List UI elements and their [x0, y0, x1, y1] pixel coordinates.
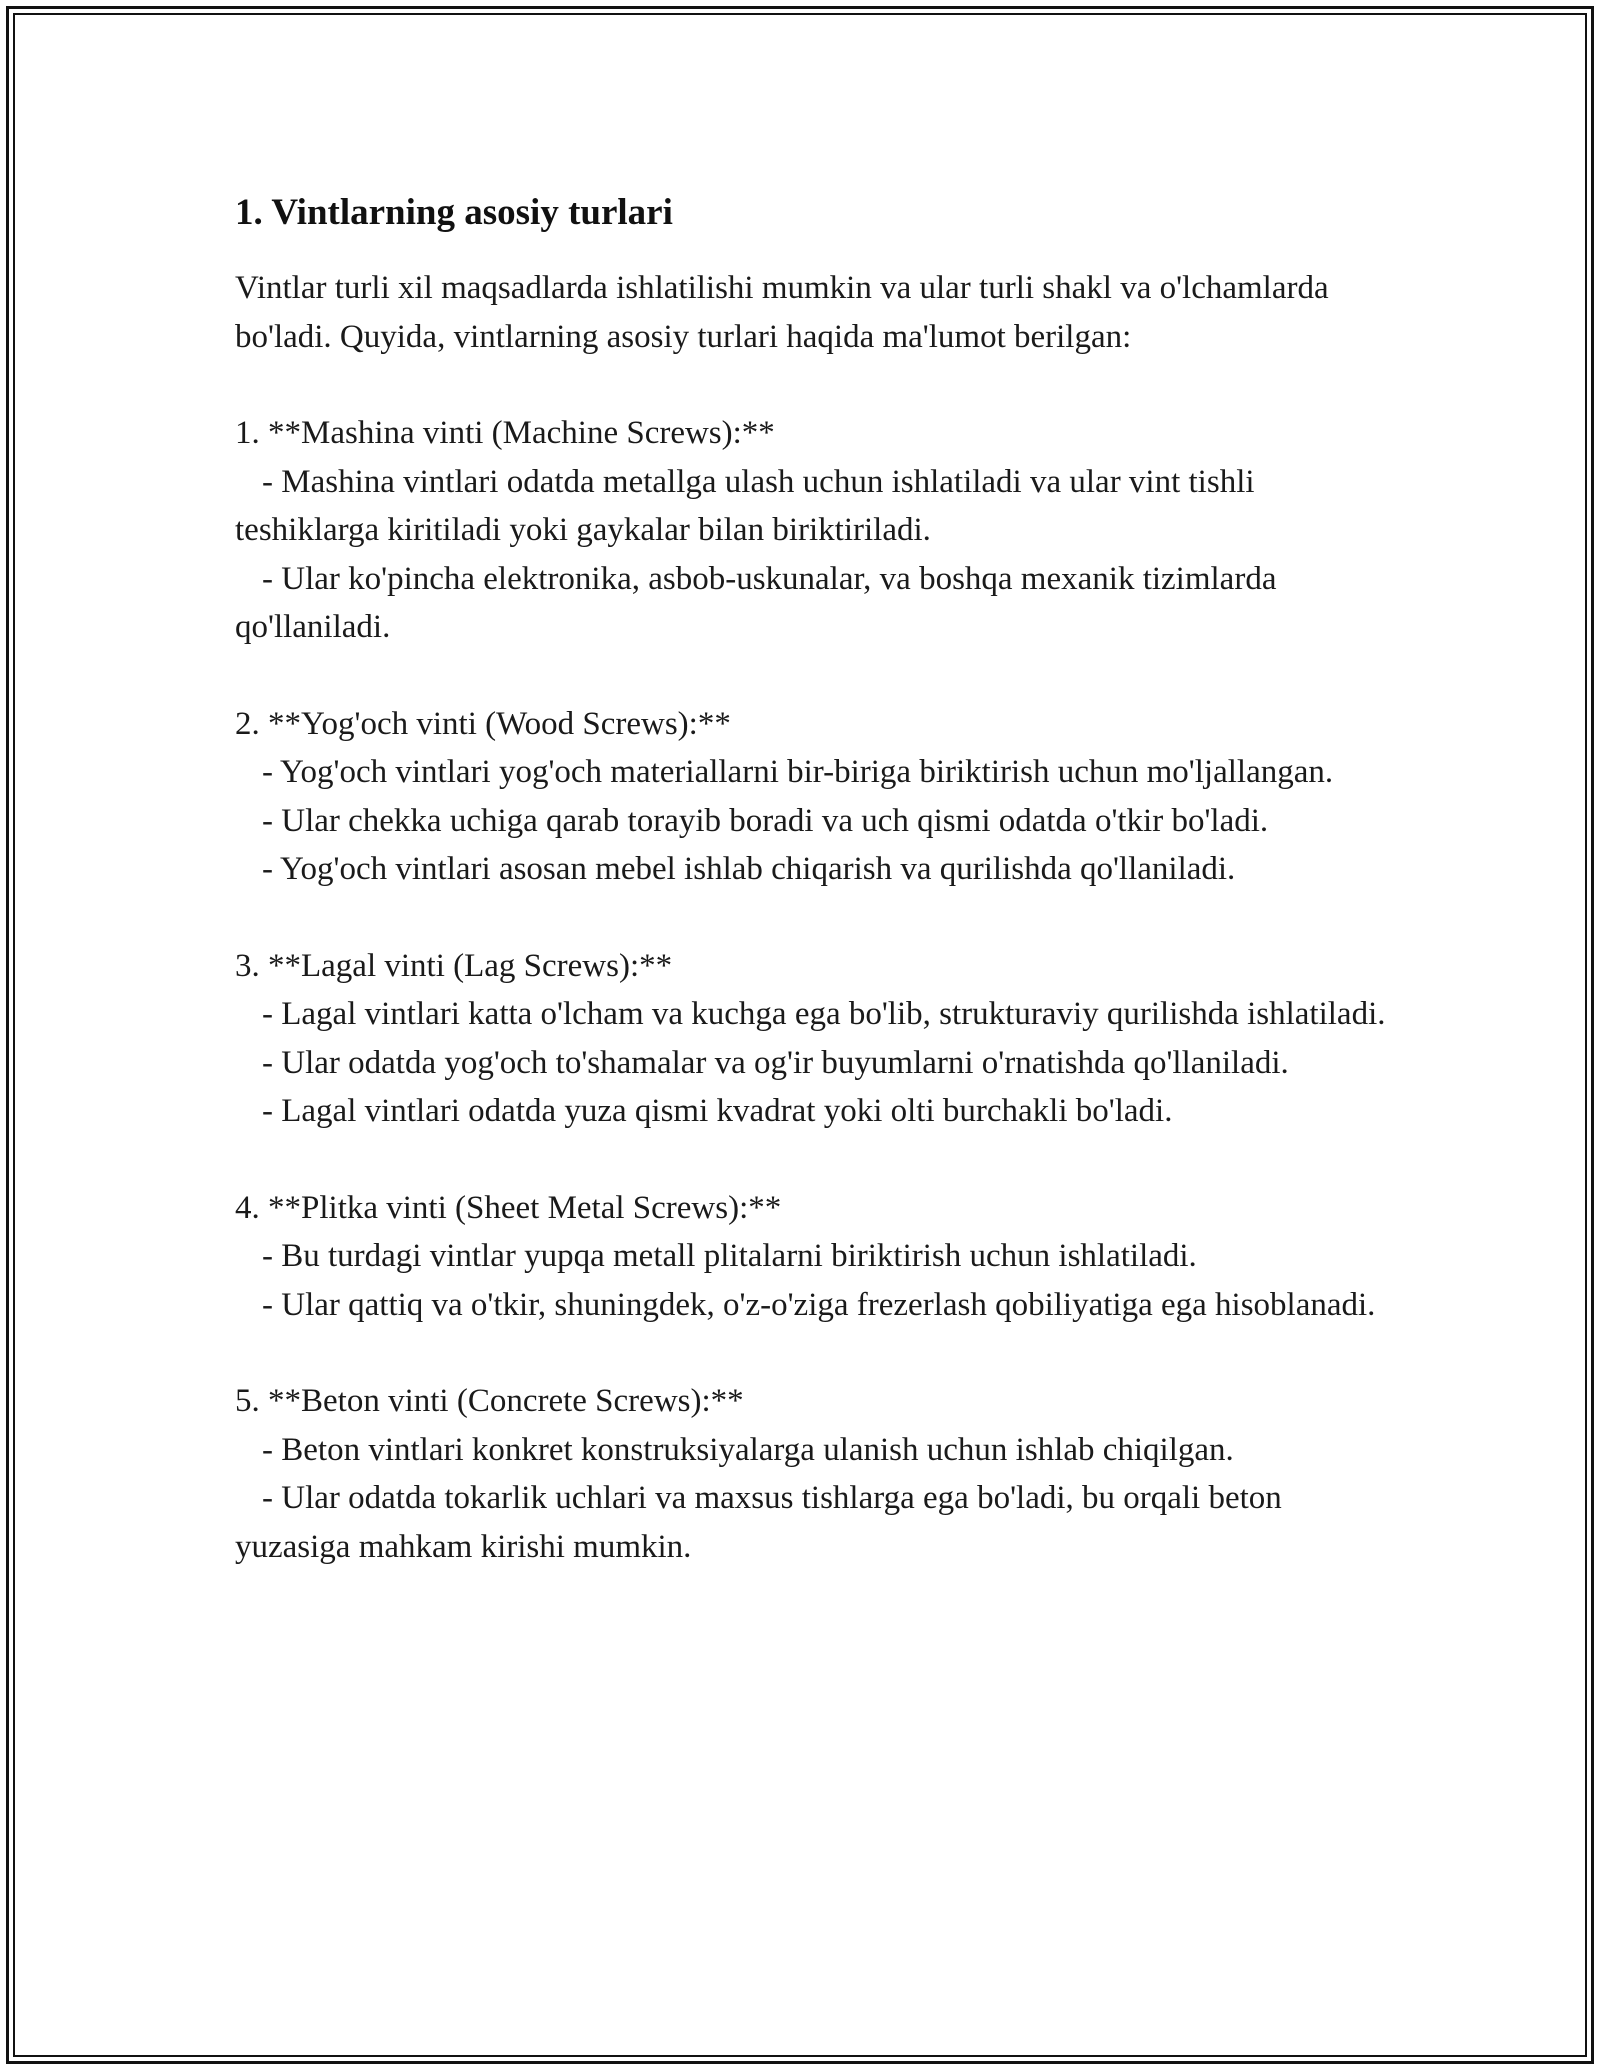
- bullet-item: - Ular odatda tokarlik uchlari va maxsus tishlarga ega bo'ladi, bu orqali beton yuzasiga mahkam kirishi mumkin.: [235, 1480, 1282, 1565]
- page-title: 1. Vintlarning asosiy turlari: [235, 192, 673, 233]
- bullet-item: - Ular odatda yog'och to'shamalar va og'ir buyumlarni o'rnatishda qo'llaniladi.: [262, 1044, 1289, 1081]
- bullet-item: - Yog'och vintlari yog'och materiallarni bir-biriga biriktirish uchun mo'ljallangan.: [262, 754, 1334, 790]
- bullet-item: - Lagal vintlari odatda yuza qismi kvadrat yoki olti burchakli bo'ladi.: [262, 1093, 1173, 1129]
- intro-paragraph: Vintlar turli xil maqsadlarda ishlatilishi mumkin va ular turli shakl va o'lchamlarda bo'ladi. Quyida, vintlarning asosiy turlari haqida ma'lumot berilgan:: [235, 270, 1329, 355]
- section-heading: 2. **Yog'och vinti (Wood Screws):**: [235, 705, 731, 742]
- section-heading: 1. **Mashina vinti (Machine Screws):**: [235, 415, 775, 451]
- section-concrete-screws: [235, 1377, 1395, 1571]
- section-sheet-metal-screws: [235, 1184, 1395, 1330]
- bullet-item: - Lagal vintlari katta o'lcham va kuchga ega bo'lib, strukturaviy qurilishda ishlatiladi.: [262, 996, 1386, 1032]
- bullet-item: - Ular chekka uchiga qarab torayib boradi va uch qismi odatda o'tkir bo'ladi.: [262, 802, 1269, 839]
- section-wood-screws: [235, 700, 1395, 894]
- bullet-item: - Yog'och vintlari asosan mebel ishlab chiqarish va qurilishda qo'llaniladi.: [262, 851, 1236, 887]
- bullet-item: - Beton vintlari konkret konstruksiyalarga ulanish uchun ishlab chiqilgan.: [262, 1431, 1234, 1468]
- section-heading: 4. **Plitka vinti (Sheet Metal Screws):**: [235, 1189, 782, 1226]
- section-heading: 5. **Beton vinti (Concrete Screws):**: [235, 1383, 744, 1419]
- section-lag-screws: [235, 942, 1395, 1136]
- bullet-item: - Ular ko'pincha elektronika, asbob-uskunalar, va boshqa mexanik tizimlarda qo'llaniladi.: [235, 560, 1277, 645]
- section-machine-screws: [235, 409, 1395, 652]
- document-body: [235, 186, 1395, 1571]
- section-heading: 3. **Lagal vinti (Lag Screws):**: [235, 947, 673, 984]
- bullet-item: - Bu turdagi vintlar yupqa metall plitalarni biriktirish uchun ishlatiladi.: [262, 1238, 1197, 1274]
- bullet-item: - Ular qattiq va o'tkir, shuningdek, o'z-o'ziga frezerlash qobiliyatiga ega hisoblanadi.: [262, 1286, 1376, 1323]
- bullet-item: - Mashina vintlari odatda metallga ulash uchun ishlatiladi va ular vint tishli teshiklarga kiritiladi yoki gaykalar bilan biriktiriladi.: [235, 463, 1255, 548]
